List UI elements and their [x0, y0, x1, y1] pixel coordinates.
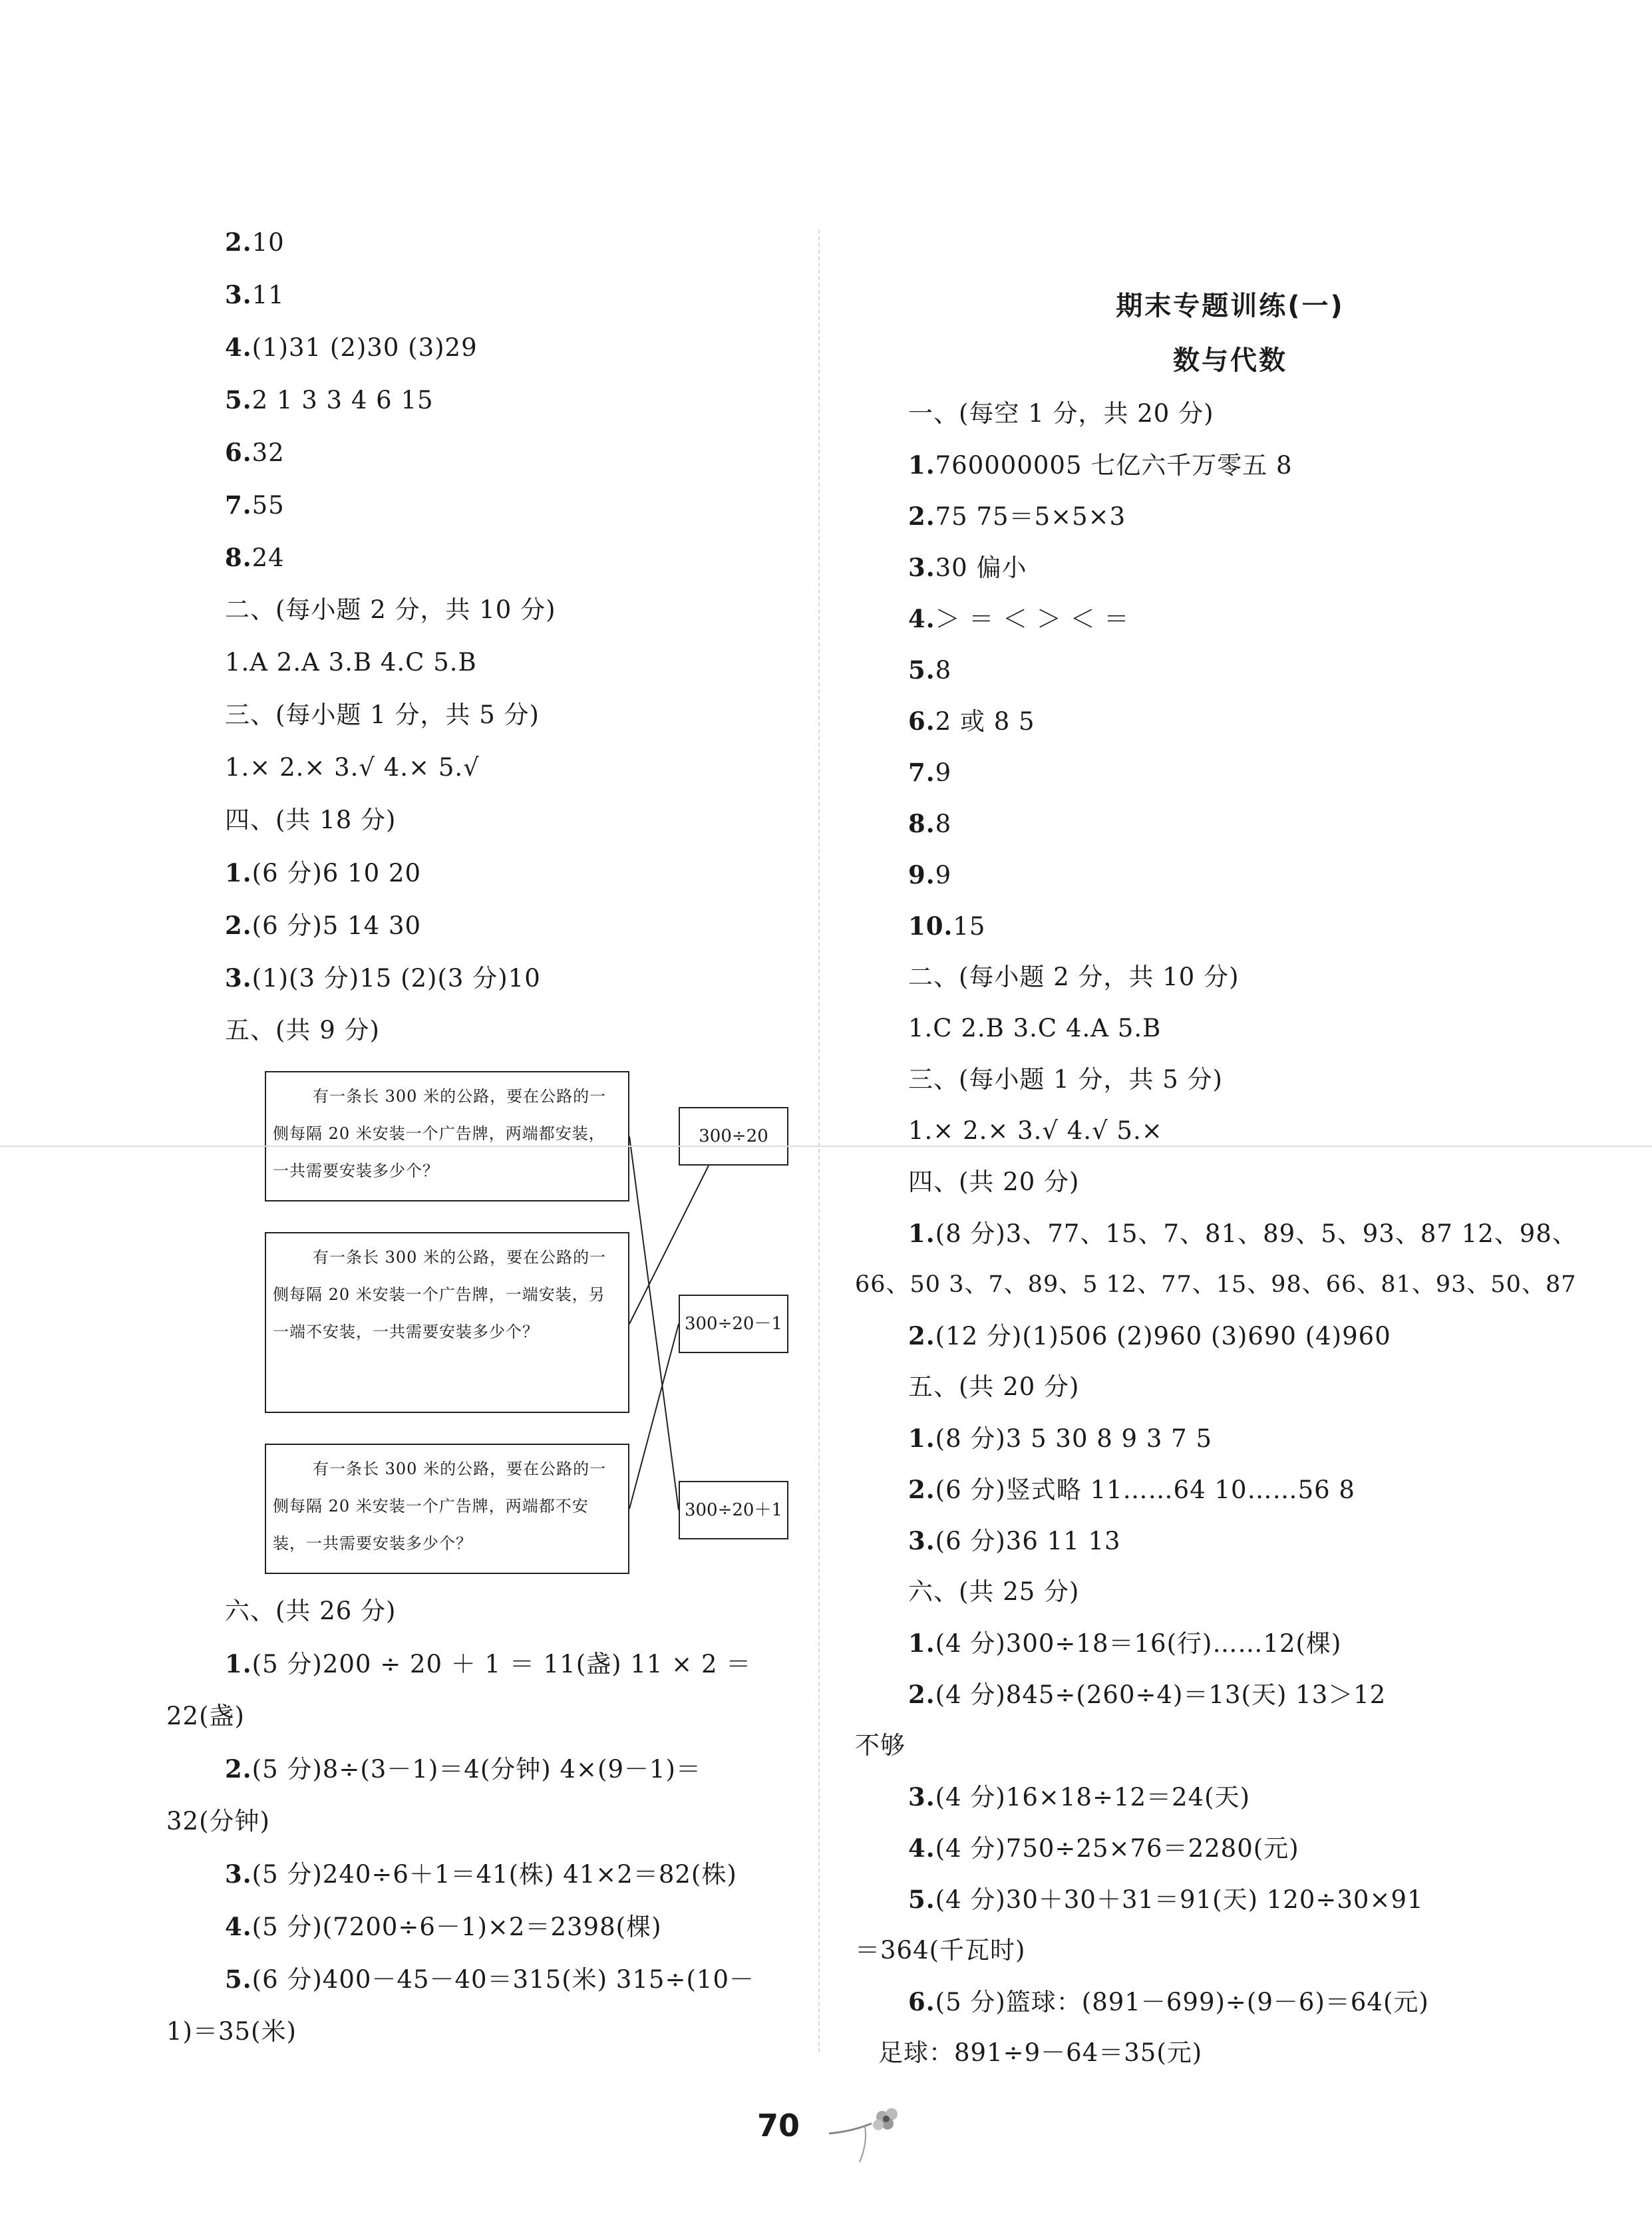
expression-box-2: 300÷20－1 — [679, 1295, 788, 1353]
expression-box-1: 300÷20 — [679, 1107, 788, 1166]
answer-line: 6.2 或 8 5 — [908, 707, 1035, 736]
problem-box-3: 有一条长 300 米的公路，要在公路的一侧每隔 20 米安装一个广告牌，两端都不安装，一共需要安装多少个？ — [265, 1444, 629, 1574]
fold-line — [0, 1146, 1652, 1147]
problem-box-2: 有一条长 300 米的公路，要在公路的一侧每隔 20 米安装一个广告牌，一端安装，另一端不安装，一共需要安装多少个？ — [265, 1232, 629, 1413]
answer-line: 6.(5 分)篮球：(891－699)÷(9－6)＝64(元) — [908, 1987, 1429, 2016]
answer-line: 1.A 2.A 3.B 4.C 5.B — [225, 648, 477, 677]
answer-line: 2.(5 分)8÷(3－1)＝4(分钟) 4×(9－1)＝ — [225, 1754, 701, 1784]
section-heading: 五、(共 20 分) — [908, 1372, 1080, 1401]
page-subtitle: 数与代数 — [1173, 345, 1287, 376]
answer-line: 3.30 偏小 — [908, 553, 1027, 582]
match-line-3 — [629, 1324, 679, 1509]
answer-line: 2.(6 分)5 14 30 — [225, 911, 422, 940]
answer-line: 1.760000005 七亿六千万零五 8 — [908, 450, 1293, 480]
section-heading: 二、(每小题 2 分，共 10 分) — [908, 963, 1239, 991]
answer-line: 3.(1)(3 分)15 (2)(3 分)10 — [225, 963, 541, 993]
answer-line: 7.55 — [225, 490, 285, 520]
answer-line: 1.(6 分)6 10 20 — [225, 858, 422, 887]
answer-line: 2.10 — [225, 228, 285, 257]
section-heading: 三、(每小题 1 分，共 5 分) — [225, 701, 540, 729]
answer-line: ＝364(千瓦时) — [855, 1936, 1026, 1965]
section-heading: 五、(共 9 分) — [225, 1016, 380, 1044]
problem-box-1: 有一条长 300 米的公路，要在公路的一侧每隔 20 米安装一个广告牌，两端都安装，一共需要安装多少个？ — [265, 1071, 629, 1201]
answer-line: 8.8 — [908, 809, 952, 838]
answer-line: 1.(5 分)200 ÷ 20 ＋ 1 ＝ 11(盏) 11 × 2 ＝ — [225, 1649, 752, 1678]
answer-line: 1.(8 分)3、77、15、7、81、89、5、93、87 12、98、 — [908, 1219, 1577, 1248]
answer-line: 1.(4 分)300÷18＝16(行)……12(棵) — [908, 1629, 1342, 1658]
answer-line: 3.(4 分)16×18÷12＝24(天) — [908, 1782, 1251, 1812]
section-heading: 二、(每小题 2 分，共 10 分) — [225, 595, 556, 624]
answer-line: 6.32 — [225, 438, 285, 467]
answer-line: 1.C 2.B 3.C 4.A 5.B — [908, 1014, 1162, 1042]
column-divider — [818, 230, 820, 2052]
answer-line: 2.(6 分)竖式略 11……64 10……56 8 — [908, 1475, 1355, 1504]
answer-line: 5.8 — [908, 655, 952, 685]
answer-line: 4.(5 分)(7200÷6－1)×2＝2398(棵) — [225, 1912, 662, 1941]
section-heading: 四、(共 18 分) — [225, 806, 397, 834]
answer-line: 3.(5 分)240÷6＋1＝41(株) 41×2＝82(株) — [225, 1859, 737, 1889]
answer-line: 4.＞ ＝ ＜ ＞ ＜ ＝ — [908, 604, 1130, 633]
answer-line: 1)＝35(米) — [166, 2017, 297, 2046]
expression-box-3: 300÷20＋1 — [679, 1481, 788, 1539]
answer-line: 66、50 3、7、89、5 12、77、15、98、66、81、93、50、87 — [855, 1271, 1577, 1298]
flower-ornament-icon — [825, 2097, 918, 2177]
answer-line: 5.(6 分)400－45－40＝315(米) 315÷(10－ — [225, 1965, 754, 1994]
answer-line: 10.15 — [908, 911, 986, 941]
answer-line: 不够 — [855, 1731, 906, 1760]
answer-line: 1.× 2.× 3.√ 4.√ 5.× — [908, 1116, 1163, 1145]
answer-line: 2.(12 分)(1)506 (2)960 (3)690 (4)960 — [908, 1321, 1391, 1350]
answer-line: 5.2 1 3 3 4 6 15 — [225, 385, 434, 414]
answer-line: 22(盏) — [166, 1702, 245, 1730]
answer-line: 32(分钟) — [166, 1807, 270, 1835]
answer-line: 3.11 — [225, 280, 285, 309]
answer-line: 1.× 2.× 3.√ 4.× 5.√ — [225, 753, 480, 782]
answer-line: 8.24 — [225, 543, 285, 572]
answer-line: 足球：891÷9－64＝35(元) — [878, 2038, 1203, 2067]
section-heading: 六、(共 25 分) — [908, 1577, 1080, 1606]
match-line-2 — [629, 1166, 709, 1324]
answer-line: 4.(4 分)750÷25×76＝2280(元) — [908, 1833, 1299, 1863]
page-title: 期末专题训练(一) — [1116, 291, 1345, 321]
answer-line: 3.(6 分)36 11 13 — [908, 1526, 1121, 1555]
answer-line: 7.9 — [908, 758, 952, 787]
answer-line: 1.(8 分)3 5 30 8 9 3 7 5 — [908, 1424, 1213, 1453]
matching-lines — [0, 0, 808, 1663]
answer-line: 2.(4 分)845÷(260÷4)＝13(天) 13＞12 — [908, 1680, 1387, 1709]
answer-line: 2.75 75＝5×5×3 — [908, 502, 1126, 531]
answer-line: 9.9 — [908, 860, 952, 889]
section-heading: 四、(共 20 分) — [908, 1168, 1080, 1196]
answer-line: 4.(1)31 (2)30 (3)29 — [225, 333, 478, 362]
section-heading: 一、(每空 1 分，共 20 分) — [908, 399, 1214, 428]
section-heading: 六、(共 26 分) — [225, 1597, 397, 1625]
section-heading: 三、(每小题 1 分，共 5 分) — [908, 1065, 1223, 1094]
match-line-1 — [629, 1136, 679, 1510]
answer-line: 5.(4 分)30＋30＋31＝91(天) 120÷30×91 — [908, 1885, 1424, 1914]
page-number: 70 — [757, 2108, 800, 2143]
